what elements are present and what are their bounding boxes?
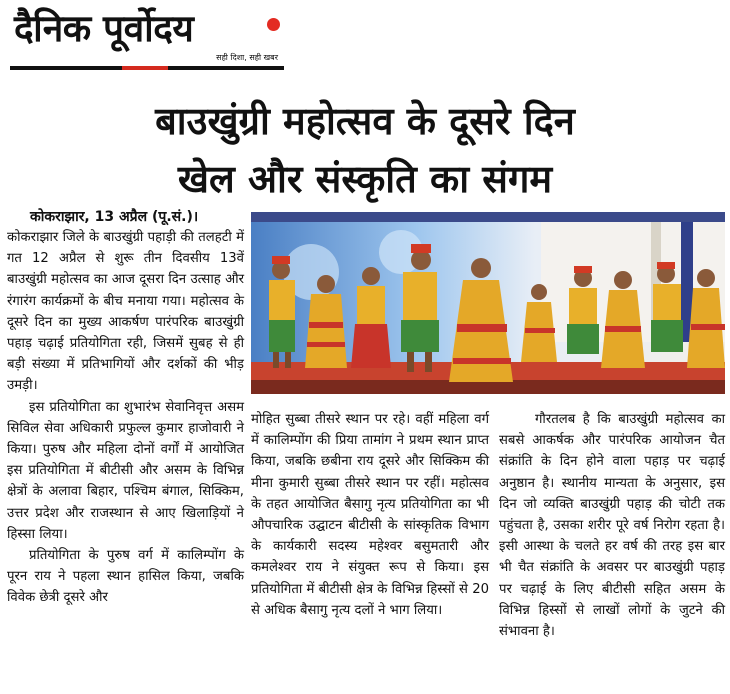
article-paragraph: प्रतियोगिता के पुरुष वर्ग में कालिम्पोंग के पूरन राय ने पहला स्थान हासिल किया, जबकि विवेक छेत्री दूसरे और (7, 548, 244, 606)
article-column-3 (499, 409, 725, 642)
dateline: कोकराझार, 13 अप्रैल (पू.सं.)। (30, 209, 199, 225)
newspaper-tagline: सही दिशा, सही खबर (216, 53, 278, 62)
newspaper-logo-title: दैनिक पूर्वोदय (14, 7, 194, 50)
headline-line-1: बाउखुंग्री महोत्सव के दूसरे दिन (155, 99, 575, 143)
article-column-1 (7, 227, 244, 609)
dance-photo-illustration (251, 212, 725, 394)
article-paragraph: इस प्रतियोगिता का शुभारंभ सेवानिवृत्त असम सिविल सेवा अधिकारी प्रफुल्ल कुमार हाजोवारी ने किया। पुरुष और महिला दोनों वर्गों में आयोजित इस प्रतियोगिता में बीटीसी और असम के विभिन्न क्षेत्रों के अलावा बिहार, पश्चिम बंगाल, सिक्किम, उत्तर प्रदेश और राजस्थान से आए खिलाड़ियों ने हिस्सा लिया। (7, 399, 244, 542)
article-paragraph: कोकराझार जिले के बाउखुंग्री पहाड़ी की तलहटी में गत 12 अप्रैल से शुरू तीन दिवसीय 13वें बाउखुंग्री महोत्सव का आज दूसरा दिन उत्साह और रंगारंग कार्यक्रमों के बीच मनाया गया। महोत्सव के दूसरे दिन का मुख्य आकर्षण पारंपरिक बाउखुंग्री पहाड़ चढ़ाई प्रतियोगिता रही, जिसमें सुबह से ही बड़ी संख्या में प्रतिभागियों और दर्शकों की भीड़ उमड़ी। (7, 230, 244, 394)
headline-line-2: खेल और संस्कृति का संगम (177, 157, 553, 201)
masthead (10, 6, 286, 70)
article-paragraph: मोहित सुब्बा तीसरे स्थान पर रहे। वहीं महिला वर्ग में कालिम्पोंग की प्रिया तामांग ने प्रथम स्थान प्राप्त किया, जबकि छबीना राय दूसरे और सिक्किम की मीना कुमारी सुब्बा तीसरे स्थान पर रहीं। महोत्सव के तहत आयोजित बैसागु नृत्य प्रतियोगिता का भी औपचारिक उद्घाटन बीटीसी के सांस्कृतिक विभाग के कार्यकारी सदस्य महेश्वर बसुमतारी और कमलेश्वर राय ने संयुक्त रूप से किया। इस प्रतियोगिता में बीटीसी क्षेत्र के विभिन्न हिस्सों से 20 से अधिक बैसागु नृत्य दलों ने भाग लिया। (251, 412, 489, 618)
logo-red-dot-icon (267, 18, 280, 31)
masthead-rule-accent (122, 66, 168, 70)
article-paragraph: गौरतलब है कि बाउखुंग्री महोत्सव का सबसे आकर्षक और पारंपरिक आयोजन चैत संक्रांति के दिन होने वाला पहाड़ पर चढ़ाई अनुष्ठान है। स्थानीय मान्यता के अनुसार, इस दिन जो व्यक्ति बाउखुंग्री पहाड़ की चोटी तक पहुंचता है, उसका शरीर पूरे वर्ष निरोग रहता है। इसी आस्था के चलते हर वर्ष की तरह इस बार भी चैत संक्रांति के अवसर पर बाउखुंग्री पहाड़ पर चढ़ाई के लिए बीटीसी सहित असम के विभिन्न हिस्सों से लाखों लोगों के जुटने की संभावना है। (499, 412, 725, 640)
dance-performance-photo (251, 212, 725, 394)
article-column-2 (251, 409, 489, 621)
